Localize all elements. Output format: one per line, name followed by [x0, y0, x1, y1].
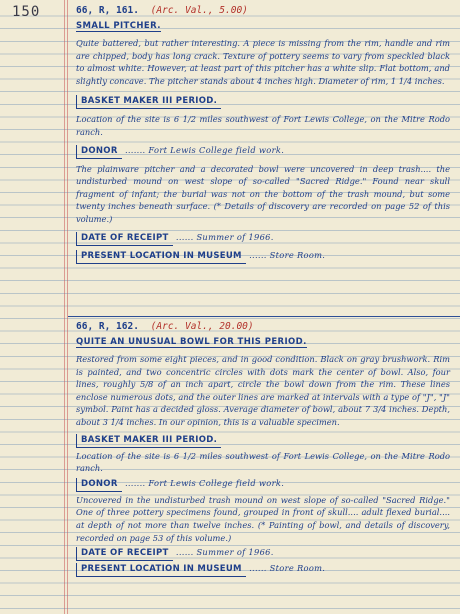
archaeological-value: (Arc. Val., 5.00) [150, 5, 248, 16]
discovery-notes: The plainware pitcher and a decorated bowl were uncovered in deep trash.... the undisturbed mound on west slope of so-called "Sacred Ridge." Found near skull fragment of infant; the burial was not on the bottom of the trash mound, but some twenty inches beneath surface. (* Details of discovery are recorded on page 52 of this volume.) [76, 163, 450, 224]
period-label: BASKET MAKER III PERIOD. [76, 95, 450, 109]
receipt-label: DATE OF RECEIPT [76, 232, 173, 246]
catalog-number: 66, R, 161. [76, 5, 139, 16]
present-location-line [76, 562, 450, 577]
receipt-line [76, 546, 450, 561]
present-location-line [76, 249, 450, 264]
receipt-line [76, 231, 450, 246]
site-location: Location of the site is 6 1/2 miles southwest of Fort Lewis College, on the Mitre Rodo ranch. [76, 450, 450, 474]
catalog-entry [76, 320, 450, 577]
site-location: Location of the site is 6 1/2 miles southwest of Fort Lewis College, on the Mitre Rodo ranch. [76, 114, 450, 137]
present-location-label: PRESENT LOCATION IN MUSEUM [76, 250, 246, 264]
period-label: BASKET MAKER III PERIOD. [76, 434, 450, 448]
receipt-value: ...... Summer of 1966. [175, 231, 274, 242]
donor-label: DONOR [76, 478, 122, 492]
margin-line [64, 0, 65, 614]
present-location-value: ...... Store Room. [249, 563, 326, 574]
entry-description: Restored from some eight pieces, and in good condition. Black on gray brushwork. Rim is painted, and two concentric circles with dots mark the center of bowl. Also, four lines, roughly 5/8 of an inch apart, circle the bowl down from the rim. These lines enclose numerous dots, and the outer lines are marked at intervals with a type of "J", "J" symbol. Paint has a decided gloss. Average diameter of bowl, about 7 3/4 inches. Depth, about 3 1/4 inches. In our opinion, this is a valuable specimen. [76, 354, 450, 427]
entry-separator [68, 316, 460, 317]
margin-line [67, 0, 68, 614]
donor-label: DONOR [76, 145, 122, 159]
entry-description: Quite battered, but rather interesting. A piece is missing from the rim, handle and rim are chipped, body has long crack. Texture of pottery seems to vary from speckled black to almost white. However, at least part of this pitcher has a white slip. Flat bottom, and slightly concave. The pitcher stands about 4 inches high. Diameter of rim, 1 1/4 inches. [76, 38, 450, 86]
catalog-number: 66, R, 162. [76, 321, 139, 332]
donor-line [76, 144, 450, 159]
entry-header [76, 320, 450, 333]
catalog-entry [76, 4, 450, 264]
discovery-notes: Uncovered in the undisturbed trash mound on west slope of so-called "Sacred Ridge." One of three pottery specimens found, grouped in front of skull.... adult flexed burial.... at depth of not more than twelve inches. (* Painting of bowl, and details of discovery, recorded on page 53 of this volume.) [76, 494, 450, 543]
entry-title: SMALL PITCHER. [76, 21, 161, 31]
present-location-value: ...... Store Room. [249, 249, 326, 260]
archaeological-value: (Arc. Val., 20.00) [150, 321, 254, 332]
present-location-label: PRESENT LOCATION IN MUSEUM [76, 563, 246, 577]
donor-value: ....... Fort Lewis College field work. [124, 144, 285, 155]
receipt-label: DATE OF RECEIPT [76, 547, 173, 561]
donor-line [76, 477, 450, 492]
page-number: 150 [12, 4, 41, 20]
entry-header [76, 4, 450, 17]
receipt-value: ...... Summer of 1966. [175, 547, 274, 558]
donor-value: ....... Fort Lewis College field work. [124, 477, 285, 488]
entry-title: QUITE AN UNUSUAL BOWL FOR THIS PERIOD. [76, 337, 307, 347]
